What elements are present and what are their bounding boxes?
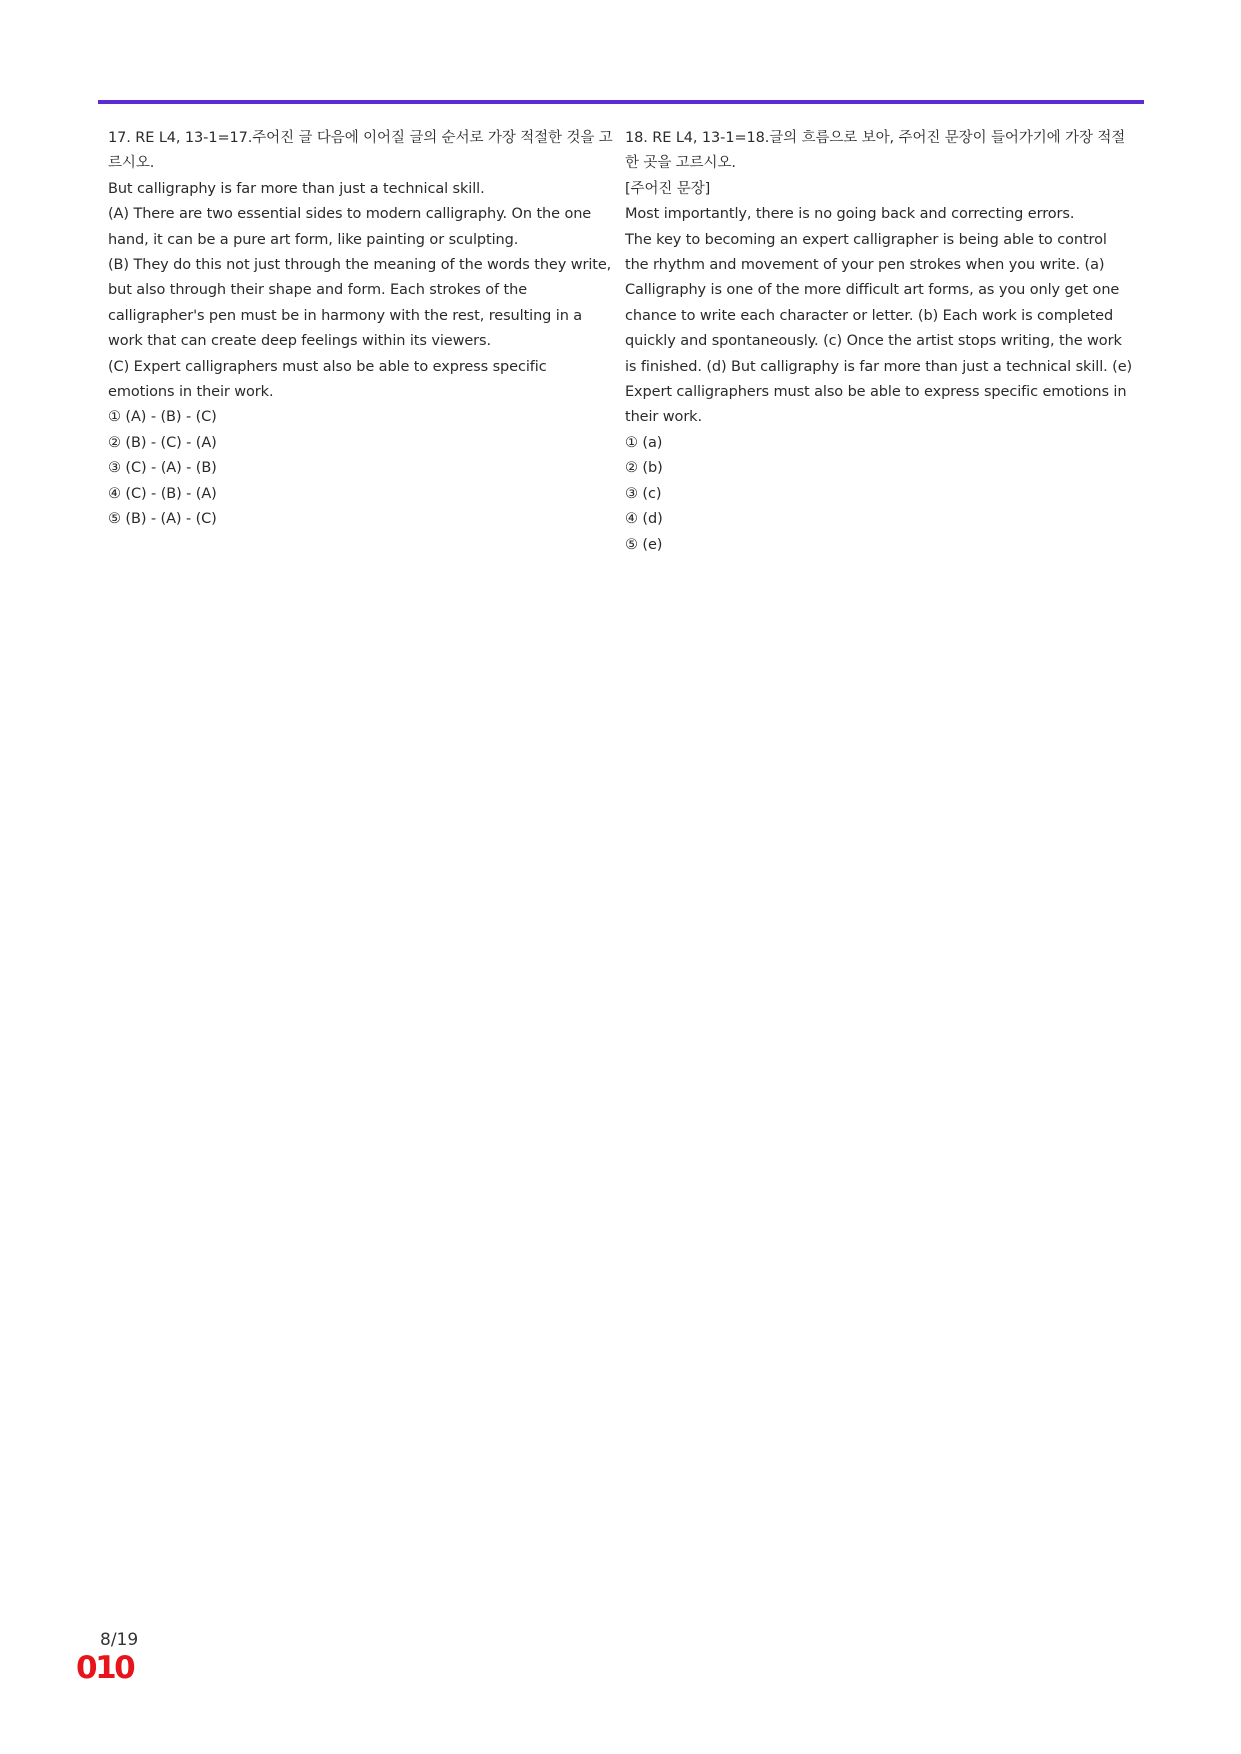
question-17-paragraph-b: (B) They do this not just through the meaning of the words they write, but also through their shape and form. Each strokes of the calligrapher's pen must be in harmony with the rest, resulting in a work that can create deep feelings within its viewers.: [108, 257, 612, 350]
question-17-title: 17. RE L4, 13-1=17.주어진 글 다음에 이어질 글의 순서로 가장 적절한 것을 고르시오.: [108, 130, 613, 172]
question-17-choice-2[interactable]: ② (B) - (C) - (A): [108, 434, 217, 451]
question-18-choice-3[interactable]: ③ (c): [625, 485, 662, 502]
question-18-choice-1[interactable]: ① (a): [625, 434, 663, 451]
publisher-logo: 010: [76, 1650, 134, 1686]
question-18-given-sentence: Most importantly, there is no going back and correcting errors.: [625, 206, 1075, 223]
page-number: 8/19: [100, 1630, 139, 1650]
question-17-paragraph-c: (C) Expert calligraphers must also be able to express specific emotions in their work.: [108, 358, 547, 401]
question-18-passage: The key to becoming an expert calligrapher is being able to control the rhythm and movement of your pen strokes when you write. (a) Calligraphy is one of the more difficult art forms, as you only get one chance to write each character or letter. (b) Each work is completed quickly and spontaneously. (c) Once the artist stops writing, the work is finished. (d) But calligraphy is far more than just a technical skill. (e) Expert calligraphers must also be able to express specific emotions in their work.: [625, 231, 1133, 426]
question-17: [108, 126, 613, 533]
question-18-title: 18. RE L4, 13-1=18.글의 흐름으로 보아, 주어진 문장이 들어가기에 가장 적절한 곳을 고르시오.: [625, 130, 1126, 172]
question-18-given-label: [주어진 문장]: [625, 180, 711, 197]
question-18: [625, 126, 1133, 558]
question-17-choice-5[interactable]: ⑤ (B) - (A) - (C): [108, 511, 217, 528]
header-rule: [98, 100, 1144, 104]
question-18-choice-5[interactable]: ⑤ (e): [625, 536, 663, 553]
question-17-choice-1[interactable]: ① (A) - (B) - (C): [108, 409, 217, 426]
question-17-given-sentence: But calligraphy is far more than just a technical skill.: [108, 180, 485, 197]
question-18-choice-4[interactable]: ④ (d): [625, 511, 663, 528]
question-18-choice-2[interactable]: ② (b): [625, 460, 663, 477]
question-17-paragraph-a: (A) There are two essential sides to modern calligraphy. On the one hand, it can be a pure art form, like painting or sculpting.: [108, 206, 592, 248]
question-17-choice-3[interactable]: ③ (C) - (A) - (B): [108, 460, 217, 477]
question-17-choice-4[interactable]: ④ (C) - (B) - (A): [108, 485, 217, 502]
